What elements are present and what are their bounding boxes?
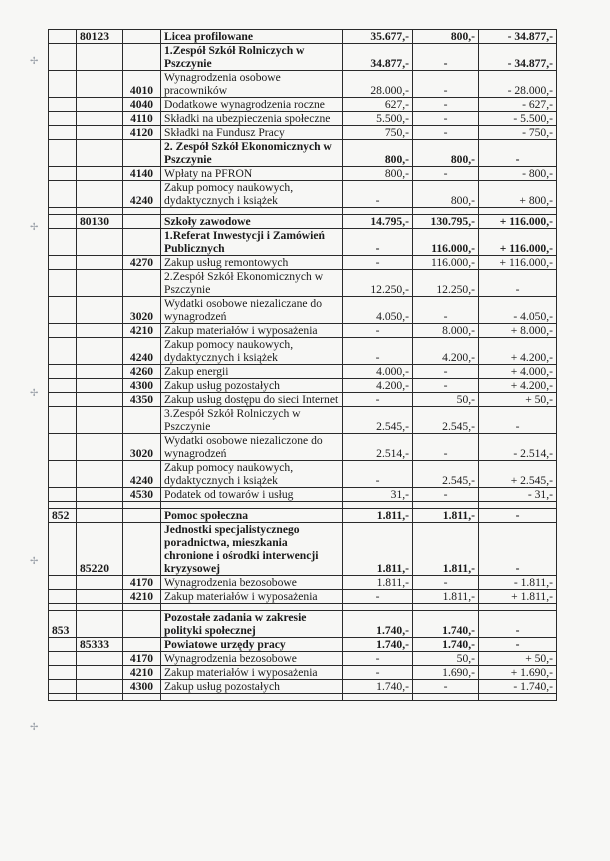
amount-after-cell: 130.795,- <box>413 215 479 229</box>
dzial-cell <box>49 488 77 502</box>
spacer-cell <box>479 604 557 611</box>
description-cell: Zakup pomocy naukowych, dydaktycznych i książek <box>161 181 343 208</box>
description-cell: Zakup materiałów i wyposażenia <box>161 324 343 338</box>
paragraf-cell <box>123 407 161 434</box>
amount-before-cell: 1.811,- <box>343 523 413 576</box>
table-row <box>49 666 557 680</box>
description-cell: Powiatowe urzędy pracy <box>161 638 343 652</box>
dzial-cell <box>49 44 77 71</box>
dzial-cell <box>49 215 77 229</box>
amount-after-cell: 800,- <box>413 30 479 44</box>
description-cell: 1.Zespół Szkół Rolniczych w Pszczynie <box>161 44 343 71</box>
rozdzial-cell <box>77 140 123 167</box>
change-cell: + 1.690,- <box>479 666 557 680</box>
amount-before-cell: 1.740,- <box>343 638 413 652</box>
amount-after-cell: - <box>413 44 479 71</box>
dzial-cell <box>49 590 77 604</box>
paragraf-cell: 4210 <box>123 324 161 338</box>
amount-after-cell: 116.000,- <box>413 229 479 256</box>
dzial-cell <box>49 270 77 297</box>
change-cell: - 5.500,- <box>479 112 557 126</box>
spacer-cell <box>479 502 557 509</box>
rozdzial-cell <box>77 229 123 256</box>
paragraf-cell <box>123 229 161 256</box>
change-cell: + 4.200,- <box>479 338 557 365</box>
amount-before-cell: - <box>343 461 413 488</box>
change-cell: - <box>479 270 557 297</box>
spacer-cell <box>413 502 479 509</box>
description-cell: Pomoc społeczna <box>161 509 343 523</box>
spacer-cell <box>77 208 123 215</box>
amount-after-cell: - <box>413 98 479 112</box>
paragraf-cell: 4170 <box>123 652 161 666</box>
paragraf-cell: 3020 <box>123 297 161 324</box>
change-cell: - 800,- <box>479 167 557 181</box>
paragraf-cell: 4270 <box>123 256 161 270</box>
amount-before-cell: - <box>343 181 413 208</box>
spacer-cell <box>77 604 123 611</box>
spacer-cell <box>343 694 413 701</box>
amount-before-cell: 1.811,- <box>343 576 413 590</box>
spacer-cell <box>413 208 479 215</box>
change-cell: + 50,- <box>479 393 557 407</box>
amount-before-cell: - <box>343 666 413 680</box>
dzial-cell <box>49 523 77 576</box>
amount-before-cell: 31,- <box>343 488 413 502</box>
spacer-cell <box>479 694 557 701</box>
rozdzial-cell <box>77 576 123 590</box>
table-row <box>49 297 557 324</box>
rozdzial-cell <box>77 509 123 523</box>
change-cell: - 750,- <box>479 126 557 140</box>
spacer-cell <box>49 502 77 509</box>
rozdzial-cell <box>77 270 123 297</box>
description-cell: Zakup usług dostępu do sieci Internet <box>161 393 343 407</box>
table-row <box>49 680 557 694</box>
spacer-cell <box>49 694 77 701</box>
rozdzial-cell <box>77 44 123 71</box>
paragraf-cell <box>123 30 161 44</box>
amount-before-cell: 1.811,- <box>343 509 413 523</box>
table-row <box>49 576 557 590</box>
dzial-cell <box>49 338 77 365</box>
change-cell: + 1.811,- <box>479 590 557 604</box>
description-cell: Wydatki osobowe niezaliczone do wynagrodzeń <box>161 434 343 461</box>
description-cell: Składki na ubezpieczenia społeczne <box>161 112 343 126</box>
spacer-row <box>49 208 557 215</box>
rozdzial-row <box>49 638 557 652</box>
rozdzial-cell <box>77 167 123 181</box>
amount-before-cell: 5.500,- <box>343 112 413 126</box>
table-row <box>49 379 557 393</box>
dzial-cell: 852 <box>49 509 77 523</box>
amount-before-cell: 4.200,- <box>343 379 413 393</box>
table-row <box>49 112 557 126</box>
spacer-cell <box>413 604 479 611</box>
paragraf-cell: 4110 <box>123 112 161 126</box>
spacer-row <box>49 502 557 509</box>
punch-mark-icon: ✢ <box>30 722 39 733</box>
rozdzial-cell <box>77 611 123 638</box>
sub-row <box>49 407 557 434</box>
punch-mark-icon: ✢ <box>30 56 39 67</box>
spacer-cell <box>123 604 161 611</box>
amount-after-cell: 50,- <box>413 652 479 666</box>
description-cell: Zakup energii <box>161 365 343 379</box>
amount-before-cell: 28.000,- <box>343 71 413 98</box>
description-cell: 1.Referat Inwestycji i Zamówień Publicznych <box>161 229 343 256</box>
table-row <box>49 71 557 98</box>
description-cell: 2. Zespół Szkół Ekonomicznych w Pszczynie <box>161 140 343 167</box>
amount-after-cell: 1.811,- <box>413 590 479 604</box>
rozdzial-cell <box>77 98 123 112</box>
change-cell: - 627,- <box>479 98 557 112</box>
amount-after-cell: 50,- <box>413 393 479 407</box>
description-cell: Zakup usług remontowych <box>161 256 343 270</box>
amount-after-cell: - <box>413 379 479 393</box>
paragraf-cell <box>123 611 161 638</box>
description-cell: Składki na Fundusz Pracy <box>161 126 343 140</box>
change-cell: - 2.514,- <box>479 434 557 461</box>
amount-before-cell: - <box>343 393 413 407</box>
rozdzial-cell <box>77 126 123 140</box>
dzial-cell <box>49 461 77 488</box>
amount-after-cell: 1.811,- <box>413 509 479 523</box>
amount-before-cell: - <box>343 256 413 270</box>
change-cell: - <box>479 523 557 576</box>
change-cell: - 1.740,- <box>479 680 557 694</box>
description-cell: Licea profilowane <box>161 30 343 44</box>
amount-before-cell: - <box>343 590 413 604</box>
rozdzial-cell <box>77 365 123 379</box>
rozdzial-cell: 80130 <box>77 215 123 229</box>
spacer-row <box>49 604 557 611</box>
sub-row <box>49 140 557 167</box>
amount-after-cell: - <box>413 71 479 98</box>
change-cell: - <box>479 407 557 434</box>
amount-after-cell: 8.000,- <box>413 324 479 338</box>
rozdzial-cell: 85333 <box>77 638 123 652</box>
paragraf-cell: 4260 <box>123 365 161 379</box>
paragraf-cell: 4040 <box>123 98 161 112</box>
dzial-cell <box>49 379 77 393</box>
description-cell: Zakup materiałów i wyposażenia <box>161 590 343 604</box>
spacer-cell <box>479 208 557 215</box>
dzial-cell <box>49 638 77 652</box>
table-row <box>49 98 557 112</box>
amount-after-cell: - <box>413 680 479 694</box>
table-row <box>49 338 557 365</box>
table-row <box>49 256 557 270</box>
description-cell: 3.Zespół Szkół Rolniczych w Pszczynie <box>161 407 343 434</box>
description-cell: Zakup materiałów i wyposażenia <box>161 666 343 680</box>
dzial-cell <box>49 98 77 112</box>
amount-after-cell: 1.690,- <box>413 666 479 680</box>
table-row <box>49 393 557 407</box>
punch-mark-icon: ✢ <box>30 222 39 233</box>
amount-after-cell: - <box>413 365 479 379</box>
table-row <box>49 365 557 379</box>
sub-row <box>49 229 557 256</box>
dzial-cell <box>49 297 77 324</box>
rozdzial-cell: 80123 <box>77 30 123 44</box>
rozdzial-cell <box>77 112 123 126</box>
change-cell: - 28.000,- <box>479 71 557 98</box>
amount-after-cell: - <box>413 167 479 181</box>
dzial-row <box>49 611 557 638</box>
dzial-cell <box>49 680 77 694</box>
spacer-cell <box>161 208 343 215</box>
spacer-cell <box>161 694 343 701</box>
change-cell: - <box>479 611 557 638</box>
paragraf-cell: 4240 <box>123 181 161 208</box>
amount-before-cell: 1.740,- <box>343 611 413 638</box>
amount-after-cell: - <box>413 112 479 126</box>
paragraf-cell: 4300 <box>123 379 161 393</box>
amount-after-cell: - <box>413 488 479 502</box>
rozdzial-cell <box>77 256 123 270</box>
change-cell: - <box>479 140 557 167</box>
dzial-cell <box>49 229 77 256</box>
description-cell: Szkoły zawodowe <box>161 215 343 229</box>
amount-after-cell: 1.740,- <box>413 638 479 652</box>
change-cell: + 8.000,- <box>479 324 557 338</box>
dzial-cell <box>49 365 77 379</box>
punch-mark-icon: ✢ <box>30 556 39 567</box>
amount-after-cell: 2.545,- <box>413 407 479 434</box>
amount-after-cell: 12.250,- <box>413 270 479 297</box>
dzial-cell <box>49 181 77 208</box>
dzial-cell <box>49 407 77 434</box>
paragraf-cell: 4120 <box>123 126 161 140</box>
paragraf-cell: 4210 <box>123 666 161 680</box>
paragraf-cell <box>123 509 161 523</box>
amount-after-cell: 800,- <box>413 181 479 208</box>
dzial-cell <box>49 576 77 590</box>
dzial-cell <box>49 434 77 461</box>
sub-row <box>49 44 557 71</box>
amount-before-cell: 800,- <box>343 167 413 181</box>
description-cell: Jednostki specjalistycznego poradnictwa, mieszkania chronione i ośrodki interwencji kryzysowej <box>161 523 343 576</box>
amount-before-cell: - <box>343 324 413 338</box>
change-cell: - <box>479 509 557 523</box>
rozdzial-cell <box>77 666 123 680</box>
amount-before-cell: - <box>343 229 413 256</box>
amount-after-cell: 800,- <box>413 140 479 167</box>
rozdzial-cell <box>77 407 123 434</box>
amount-after-cell: 1.740,- <box>413 611 479 638</box>
description-cell: 2.Zespół Szkół Ekonomicznych w Pszczynie <box>161 270 343 297</box>
table-row <box>49 181 557 208</box>
table-row <box>49 126 557 140</box>
paragraf-cell: 4210 <box>123 590 161 604</box>
change-cell: - 1.811,- <box>479 576 557 590</box>
spacer-cell <box>161 604 343 611</box>
description-cell: Zakup usług pozostałych <box>161 680 343 694</box>
paragraf-cell: 4240 <box>123 461 161 488</box>
rozdzial-cell <box>77 297 123 324</box>
amount-before-cell: 4.050,- <box>343 297 413 324</box>
spacer-cell <box>413 694 479 701</box>
rozdzial-cell <box>77 379 123 393</box>
paragraf-cell: 4350 <box>123 393 161 407</box>
table-row <box>49 434 557 461</box>
dzial-cell <box>49 324 77 338</box>
rozdzial-cell <box>77 71 123 98</box>
rozdzial-cell <box>77 393 123 407</box>
rozdzial-row <box>49 215 557 229</box>
spacer-cell <box>77 502 123 509</box>
rozdzial-cell <box>77 338 123 365</box>
description-cell: Zakup pomocy naukowych, dydaktycznych i książek <box>161 338 343 365</box>
description-cell: Dodatkowe wynagrodzenia roczne <box>161 98 343 112</box>
budget-table <box>48 29 557 701</box>
spacer-cell <box>49 604 77 611</box>
amount-after-cell: - <box>413 126 479 140</box>
amount-before-cell: 800,- <box>343 140 413 167</box>
spacer-cell <box>49 208 77 215</box>
sub-row <box>49 270 557 297</box>
change-cell: + 4.200,- <box>479 379 557 393</box>
rozdzial-cell <box>77 590 123 604</box>
paragraf-cell <box>123 44 161 71</box>
spacer-cell <box>343 604 413 611</box>
paragraf-cell: 4240 <box>123 338 161 365</box>
amount-before-cell: - <box>343 652 413 666</box>
amount-before-cell: 627,- <box>343 98 413 112</box>
change-cell: + 800,- <box>479 181 557 208</box>
spacer-cell <box>77 694 123 701</box>
description-cell: Podatek od towarów i usług <box>161 488 343 502</box>
dzial-cell <box>49 256 77 270</box>
paragraf-cell: 4530 <box>123 488 161 502</box>
table-row <box>49 590 557 604</box>
rozdzial-cell <box>77 652 123 666</box>
paragraf-cell <box>123 140 161 167</box>
rozdzial-row <box>49 523 557 576</box>
change-cell: - 34.877,- <box>479 30 557 44</box>
description-cell: Wydatki osobowe niezaliczane do wynagrodzeń <box>161 297 343 324</box>
dzial-cell <box>49 652 77 666</box>
spacer-cell <box>123 502 161 509</box>
amount-before-cell: 2.514,- <box>343 434 413 461</box>
change-cell: - <box>479 638 557 652</box>
change-cell: + 116.000,- <box>479 256 557 270</box>
change-cell: + 4.000,- <box>479 365 557 379</box>
paragraf-cell <box>123 270 161 297</box>
description-cell: Zakup pomocy naukowych, dydaktycznych i książek <box>161 461 343 488</box>
amount-before-cell: 14.795,- <box>343 215 413 229</box>
rozdzial-cell <box>77 488 123 502</box>
paragraf-cell <box>123 523 161 576</box>
paragraf-cell: 4300 <box>123 680 161 694</box>
spacer-cell <box>123 694 161 701</box>
amount-before-cell: 2.545,- <box>343 407 413 434</box>
description-cell: Zakup usług pozostałych <box>161 379 343 393</box>
change-cell: - 4.050,- <box>479 297 557 324</box>
change-cell: + 116.000,- <box>479 229 557 256</box>
spacer-cell <box>343 208 413 215</box>
spacer-cell <box>123 208 161 215</box>
description-cell: Wynagrodzenia bezosobowe <box>161 576 343 590</box>
table-row <box>49 461 557 488</box>
rozdzial-cell <box>77 434 123 461</box>
paragraf-cell <box>123 215 161 229</box>
change-cell: + 2.545,- <box>479 461 557 488</box>
rozdzial-cell <box>77 181 123 208</box>
spacer-row <box>49 694 557 701</box>
change-cell: + 50,- <box>479 652 557 666</box>
description-cell: Wynagrodzenia bezosobowe <box>161 652 343 666</box>
description-cell: Wynagrodzenia osobowe pracowników <box>161 71 343 98</box>
amount-after-cell: 2.545,- <box>413 461 479 488</box>
change-cell: - 31,- <box>479 488 557 502</box>
amount-before-cell: 750,- <box>343 126 413 140</box>
paragraf-cell: 4170 <box>123 576 161 590</box>
table-row <box>49 167 557 181</box>
amount-after-cell: 1.811,- <box>413 523 479 576</box>
change-cell: + 116.000,- <box>479 215 557 229</box>
rozdzial-cell: 85220 <box>77 523 123 576</box>
dzial-row <box>49 509 557 523</box>
budget-table-body <box>49 30 557 701</box>
paragraf-cell: 3020 <box>123 434 161 461</box>
amount-before-cell: 4.000,- <box>343 365 413 379</box>
amount-after-cell: 116.000,- <box>413 256 479 270</box>
rozdzial-row <box>49 30 557 44</box>
amount-after-cell: 4.200,- <box>413 338 479 365</box>
paragraf-cell: 4140 <box>123 167 161 181</box>
amount-after-cell: - <box>413 434 479 461</box>
table-row <box>49 488 557 502</box>
dzial-cell <box>49 140 77 167</box>
description-cell: Pozostałe zadania w zakresie polityki społecznej <box>161 611 343 638</box>
amount-after-cell: - <box>413 576 479 590</box>
amount-before-cell: 34.877,- <box>343 44 413 71</box>
spacer-cell <box>161 502 343 509</box>
description-cell: Wpłaty na PFRON <box>161 167 343 181</box>
dzial-cell <box>49 666 77 680</box>
rozdzial-cell <box>77 461 123 488</box>
amount-before-cell: - <box>343 338 413 365</box>
amount-before-cell: 1.740,- <box>343 680 413 694</box>
paragraf-cell: 4010 <box>123 71 161 98</box>
dzial-cell <box>49 112 77 126</box>
dzial-cell <box>49 167 77 181</box>
amount-before-cell: 35.677,- <box>343 30 413 44</box>
rozdzial-cell <box>77 324 123 338</box>
dzial-cell <box>49 393 77 407</box>
spacer-cell <box>343 502 413 509</box>
dzial-cell: 853 <box>49 611 77 638</box>
amount-after-cell: - <box>413 297 479 324</box>
rozdzial-cell <box>77 680 123 694</box>
paragraf-cell <box>123 638 161 652</box>
punch-mark-icon: ✢ <box>30 388 39 399</box>
dzial-cell <box>49 126 77 140</box>
table-row <box>49 324 557 338</box>
dzial-cell <box>49 71 77 98</box>
change-cell: - 34.877,- <box>479 44 557 71</box>
table-row <box>49 652 557 666</box>
amount-before-cell: 12.250,- <box>343 270 413 297</box>
dzial-cell <box>49 30 77 44</box>
